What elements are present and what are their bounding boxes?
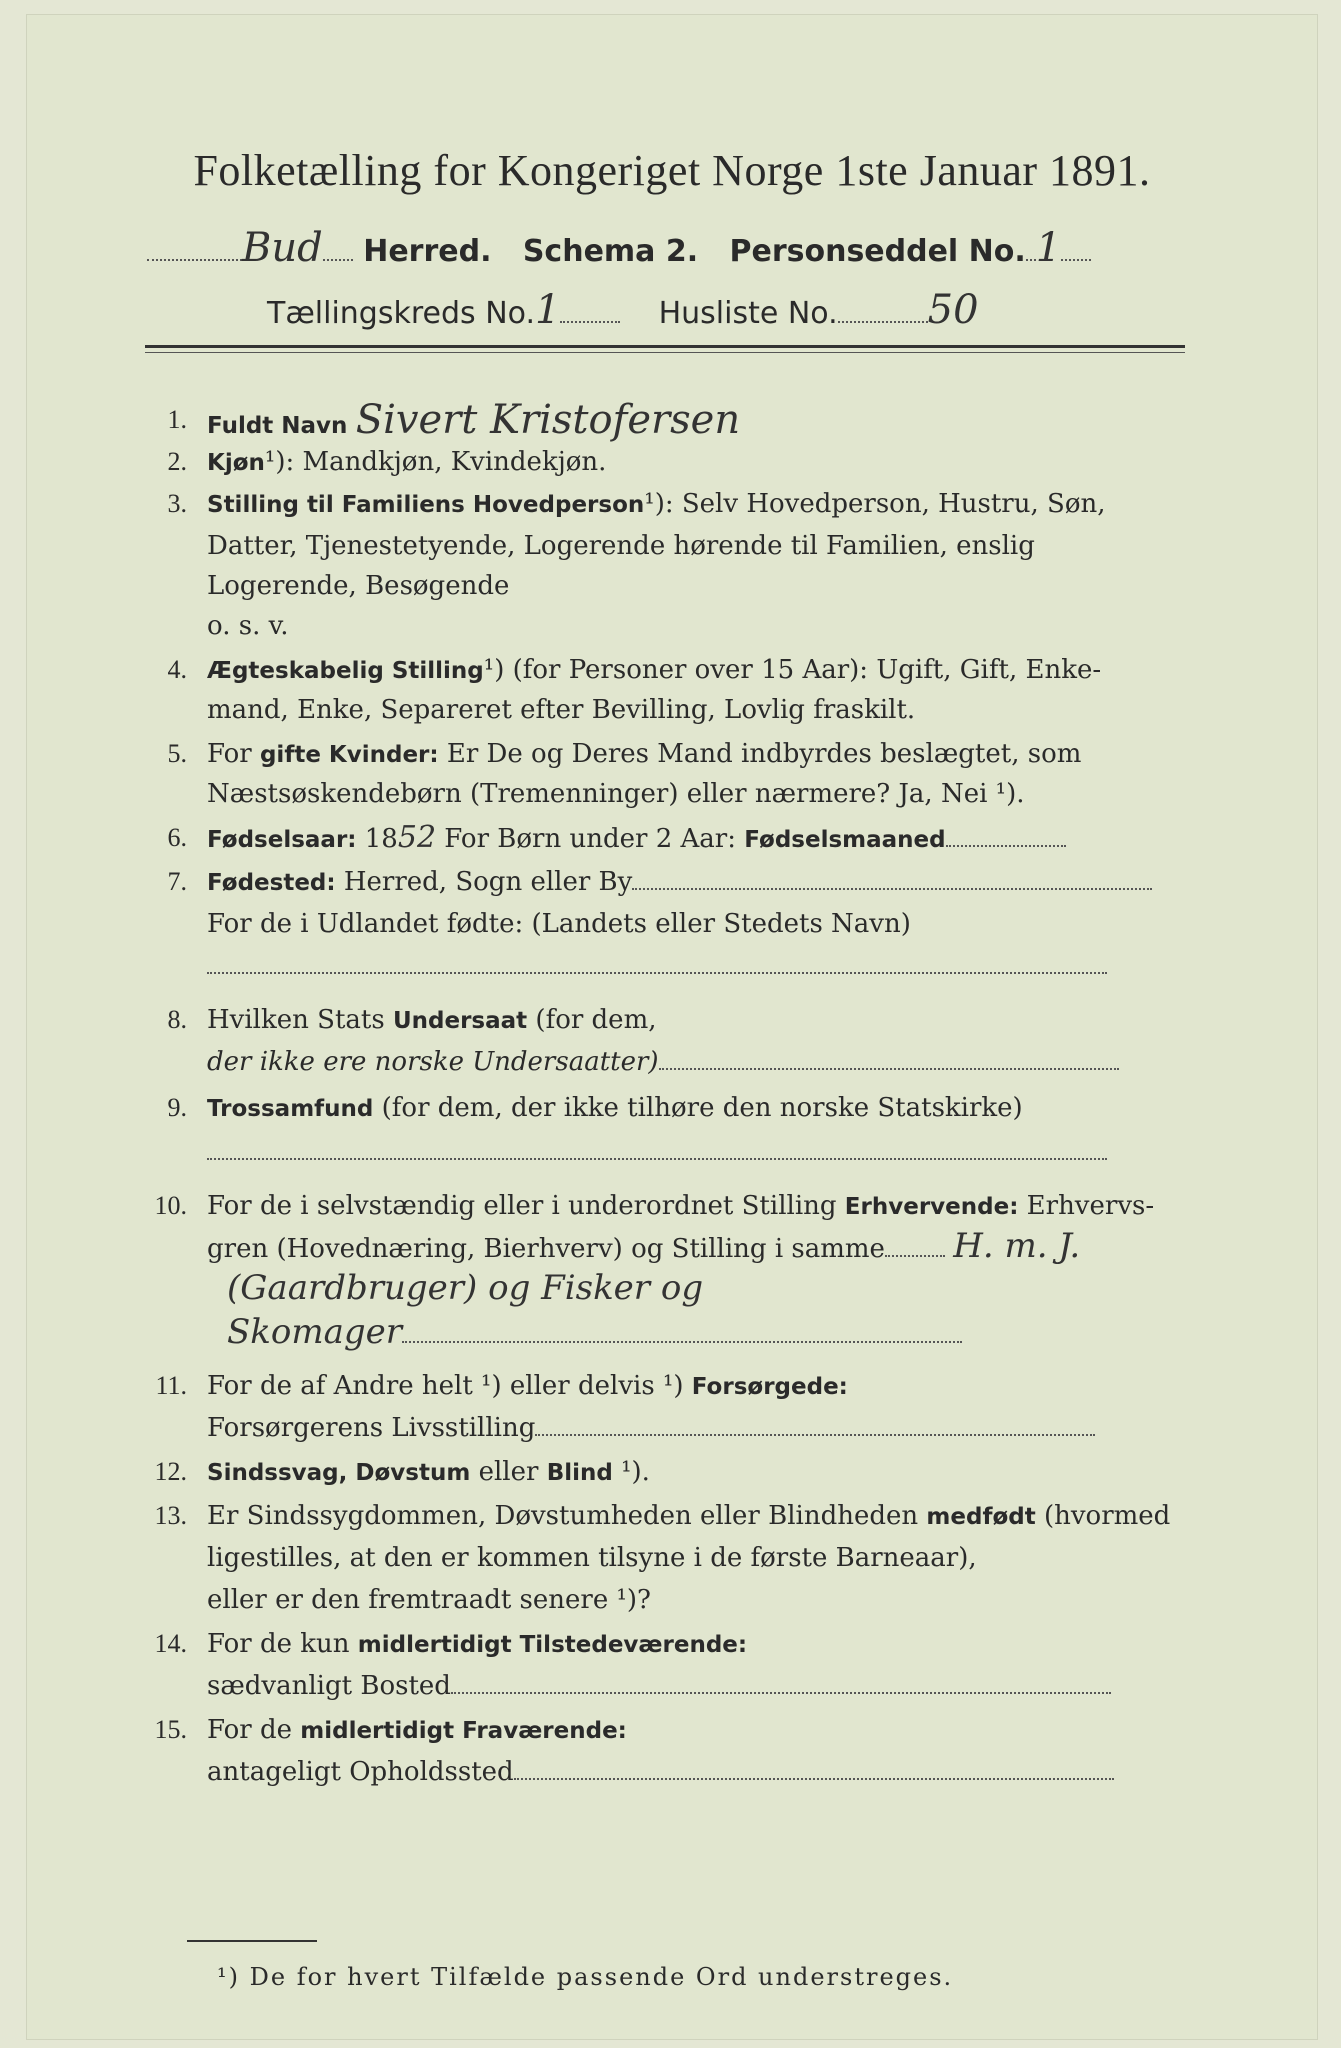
- item-label: gifte Kvinder:: [259, 742, 439, 768]
- herred-value: Bud: [242, 225, 323, 271]
- form-title: Folketælling for Kongeriget Norge 1ste Januar 1891.: [193, 146, 1151, 195]
- taellingskreds-value: 1: [535, 287, 561, 333]
- item-label: midlertidigt Tilstedeværende:: [357, 1632, 748, 1658]
- item-text: Er Sindssygdommen, Døvstumheden eller Blindheden: [207, 1501, 927, 1531]
- item-text: For de: [207, 1715, 301, 1745]
- item-text: ¹).: [612, 1457, 650, 1487]
- item-number: 15.: [154, 1715, 187, 1744]
- husliste-value: 50: [927, 287, 979, 333]
- husliste-label: Husliste No.: [658, 296, 838, 331]
- item-label: Erhvervende:: [844, 1194, 1019, 1220]
- item-number: 6.: [167, 823, 187, 852]
- item-label: Fødested:: [207, 870, 336, 896]
- item-text: For Børn under 2 Aar:: [436, 824, 745, 854]
- item-text-cont: ligestilles, at den er kommen tilsyne i de første Barneaar),: [207, 1543, 977, 1573]
- item-text: eller: [470, 1457, 547, 1487]
- item-number: 4.: [167, 655, 187, 684]
- item-number: 10.: [154, 1191, 187, 1220]
- item-number: 3.: [167, 489, 187, 518]
- item-label: Fødselsmaaned: [744, 827, 946, 853]
- item-label: Fødselsaar:: [207, 827, 357, 853]
- item-number: 14.: [154, 1629, 187, 1658]
- item-text-cont: Næstsøskendebørn (Tremenninger) eller nærmere? Ja, Nei ¹).: [207, 779, 1025, 809]
- occupation-code-value: H. m. J.: [953, 1226, 1081, 1266]
- item-text: ¹) (for Personer over 15 Aar): Ugift, Gift, Enke-: [483, 655, 1102, 685]
- item-text-cont: der ikke ere norske Undersaatter): [207, 1047, 659, 1077]
- item-text: ¹): Mandkjøn, Kvindekjøn.: [264, 447, 607, 477]
- header-rule: [145, 345, 1185, 348]
- herred-line: [147, 225, 1187, 271]
- item-text: For de af Andre helt ¹) eller delvis ¹): [207, 1371, 692, 1401]
- item-number: 13.: [154, 1501, 187, 1530]
- item-label: Trossamfund: [207, 1096, 374, 1122]
- item-label: Stilling til Familiens Hovedperson: [207, 492, 645, 518]
- item-text: Herred, Sogn eller By: [335, 867, 633, 897]
- item-text: ¹): Selv Hovedperson, Hustru, Søn,: [644, 489, 1106, 519]
- item-text-cont: antageligt Opholdssted: [207, 1757, 514, 1787]
- personseddel-label: Personseddel No.: [729, 234, 1026, 269]
- header-rule-thin: [145, 352, 1185, 353]
- census-form: [26, 14, 1318, 2040]
- item-text-cont: eller er den fremtraadt senere ¹)?: [207, 1585, 651, 1615]
- schema-label: Schema 2.: [522, 234, 699, 269]
- item-text: Erhvervs-: [1018, 1191, 1155, 1221]
- item-text-cont: gren (Hovednæring, Bierhverv) og Stilling i samme: [207, 1234, 885, 1264]
- taellingskreds-label: Tællingskreds No.: [267, 296, 535, 331]
- item-text: For de kun: [207, 1629, 358, 1659]
- item-label: Ægteskabelig Stilling: [207, 658, 484, 684]
- item-label: Undersaat: [392, 1008, 528, 1034]
- item-text: (for dem,: [527, 1005, 657, 1035]
- item-number: 12.: [154, 1457, 187, 1486]
- item-text-cont: Forsørgerens Livsstilling: [207, 1413, 536, 1443]
- footnote: ¹) De for hvert Tilfælde passende Ord understreges.: [217, 1963, 954, 1991]
- item-text: Hvilken Stats: [207, 1005, 393, 1035]
- footnote-rule: [187, 1940, 317, 1942]
- item-number: 8.: [167, 1005, 187, 1034]
- item-text-cont: o. s. v.: [207, 611, 289, 641]
- occupation-value-cont: Skomager: [227, 1312, 403, 1352]
- item-label: medfødt: [926, 1504, 1036, 1530]
- item-text-cont: Logerende, Besøgende: [207, 571, 510, 601]
- personseddel-value: 1: [1035, 225, 1062, 271]
- item-text-cont: Datter, Tjenestetyende, Logerende hørende til Familien, enslig: [207, 531, 1035, 561]
- item-label: Blind: [546, 1460, 613, 1486]
- occupation-value: (Gaardbruger) og Fisker og: [227, 1268, 704, 1308]
- item-number: 5.: [167, 739, 187, 768]
- item-label: Kjøn: [207, 450, 265, 476]
- item-text-cont: sædvanligt Bosted: [207, 1671, 451, 1701]
- item-number: 1.: [167, 405, 187, 434]
- item-label: Forsørgede:: [691, 1374, 848, 1400]
- item-label: Sindssvag, Døvstum: [207, 1460, 471, 1486]
- item-number: 11.: [155, 1371, 187, 1400]
- item-number: 7.: [167, 867, 187, 896]
- item-text: 18: [356, 824, 398, 854]
- item-number: 9.: [167, 1093, 187, 1122]
- item-text: (hvormed: [1035, 1501, 1171, 1531]
- item-text: (for dem, der ikke tilhøre den norske Statskirke): [373, 1093, 1023, 1123]
- item-text: For de i selvstændig eller i underordnet Stilling: [207, 1191, 845, 1221]
- item-text-cont: For de i Udlandet fødte: (Landets eller Stedets Navn): [207, 909, 911, 939]
- item-text-cont: mand, Enke, Separeret efter Bevilling, Lovlig fraskilt.: [207, 695, 916, 725]
- item-number: 2.: [167, 447, 187, 476]
- taellingskreds-line: [267, 287, 1167, 333]
- item-text: For: [207, 739, 260, 769]
- item-label: Fuldt Navn: [207, 413, 348, 439]
- herred-label: Herred.: [363, 234, 492, 269]
- item-label: midlertidigt Fraværende:: [300, 1718, 627, 1744]
- full-name-value: Sivert Kristofersen: [355, 397, 741, 443]
- birth-year-value: 52: [397, 820, 437, 855]
- item-text: Er De og Deres Mand indbyrdes beslægtet, som: [438, 739, 1082, 769]
